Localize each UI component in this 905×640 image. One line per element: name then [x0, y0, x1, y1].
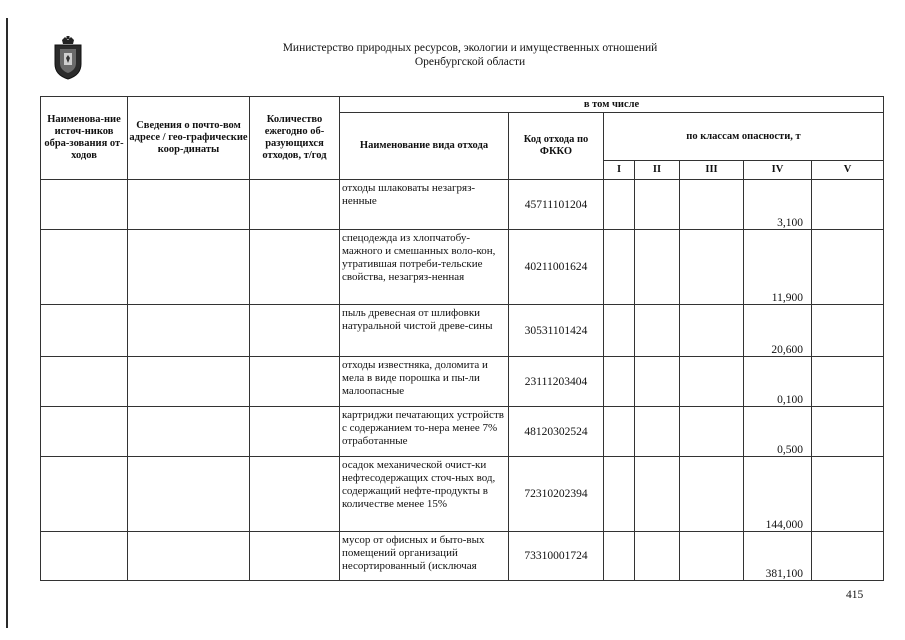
header-hazard-classes: по классам опасности, т: [604, 113, 884, 161]
cell-class-ii: [635, 357, 680, 407]
cell-class-iii: [680, 230, 744, 305]
header-class-ii: II: [635, 161, 680, 180]
cell-address: [128, 407, 250, 457]
cell-waste-name: отходы шлаковаты незагряз-ненные: [340, 180, 509, 230]
table-row: [41, 457, 884, 532]
cell-source: [41, 230, 128, 305]
cell-source: [41, 305, 128, 357]
cell-class-iv: 0,500: [744, 407, 812, 457]
cell-fkko-code: 23111203404: [509, 357, 604, 407]
cell-class-i: [604, 230, 635, 305]
table-row: [41, 230, 884, 305]
cell-address: [128, 532, 250, 581]
header-address: Сведения о почто-вом адресе / гео-графические коор-динаты: [128, 97, 250, 180]
cell-class-iv: 20,600: [744, 305, 812, 357]
cell-fkko-code: 40211001624: [509, 230, 604, 305]
cell-address: [128, 180, 250, 230]
cell-class-i: [604, 357, 635, 407]
cell-class-i: [604, 407, 635, 457]
cell-fkko-code: 72310202394: [509, 457, 604, 532]
table-row: [41, 407, 884, 457]
cell-address: [128, 305, 250, 357]
cell-source: [41, 407, 128, 457]
cell-waste-name: осадок механической очист-ки нефтесодержащих сточ-ных вод, содержащий нефте-продукты в количестве менее 15%: [340, 457, 509, 532]
cell-fkko-code: 45711101204: [509, 180, 604, 230]
header-quantity: Количество ежегодно об-разующихся отходов, т/год: [250, 97, 340, 180]
cell-class-iv: 3,100: [744, 180, 812, 230]
table-row: [41, 532, 884, 581]
cell-class-iii: [680, 305, 744, 357]
cell-fkko-code: 48120302524: [509, 407, 604, 457]
cell-waste-name: пыль древесная от шлифовки натуральной чистой древе-сины: [340, 305, 509, 357]
cell-waste-name: мусор от офисных и быто-вых помещений организаций несортированный (исключая: [340, 532, 509, 581]
header-source-name: Наименова-ние источ-ников обра-зования от-ходов: [41, 97, 128, 180]
ministry-header: [120, 41, 820, 69]
cell-class-iv: 381,100: [744, 532, 812, 581]
ministry-header-line2: Оренбургской области: [414, 56, 526, 68]
cell-class-iv: 144,000: [744, 457, 812, 532]
waste-table: [40, 96, 884, 581]
cell-class-i: [604, 180, 635, 230]
cell-class-iii: [680, 457, 744, 532]
header-class-i: I: [604, 161, 635, 180]
page-edge-line: [6, 18, 8, 628]
cell-class-i: [604, 457, 635, 532]
cell-source: [41, 532, 128, 581]
cell-class-v: [812, 230, 884, 305]
cell-address: [128, 457, 250, 532]
cell-quantity: [250, 180, 340, 230]
header-class-iv: IV: [744, 161, 812, 180]
header-class-iii: III: [680, 161, 744, 180]
table-row: [41, 357, 884, 407]
cell-quantity: [250, 407, 340, 457]
cell-fkko-code: 73310001724: [509, 532, 604, 581]
cell-class-iii: [680, 532, 744, 581]
cell-class-ii: [635, 180, 680, 230]
cell-class-v: [812, 305, 884, 357]
page-number: 415: [846, 589, 864, 601]
cell-class-v: [812, 457, 884, 532]
cell-quantity: [250, 305, 340, 357]
header-waste-type: Наименование вида отхода: [340, 113, 509, 180]
cell-waste-name: картриджи печатающих устройств с содержанием то-нера менее 7% отработанные: [340, 407, 509, 457]
cell-class-iv: 0,100: [744, 357, 812, 407]
cell-class-ii: [635, 230, 680, 305]
cell-address: [128, 230, 250, 305]
cell-source: [41, 357, 128, 407]
cell-class-v: [812, 532, 884, 581]
cell-class-v: [812, 180, 884, 230]
cell-quantity: [250, 532, 340, 581]
cell-quantity: [250, 357, 340, 407]
cell-waste-name: спецодежда из хлопчатобу-мажного и смешанных воло-кон, утратившая потреби-тельские свойства, незагряз-ненная: [340, 230, 509, 305]
table-row: [41, 305, 884, 357]
cell-class-iii: [680, 407, 744, 457]
header-fkko-code: Код отхода по ФККО: [509, 113, 604, 180]
cell-address: [128, 357, 250, 407]
cell-quantity: [250, 457, 340, 532]
cell-source: [41, 457, 128, 532]
cell-class-iv: 11,900: [744, 230, 812, 305]
cell-waste-name: отходы известняка, доломита и мела в виде порошка и пы-ли малоопасные: [340, 357, 509, 407]
cell-class-iii: [680, 357, 744, 407]
coat-of-arms-icon: [52, 36, 84, 80]
cell-fkko-code: 30531101424: [509, 305, 604, 357]
table-row: [41, 180, 884, 230]
cell-class-v: [812, 407, 884, 457]
cell-class-v: [812, 357, 884, 407]
cell-quantity: [250, 230, 340, 305]
cell-class-i: [604, 532, 635, 581]
cell-class-ii: [635, 457, 680, 532]
cell-class-ii: [635, 305, 680, 357]
cell-class-i: [604, 305, 635, 357]
header-including: в том числе: [340, 97, 884, 113]
cell-class-ii: [635, 407, 680, 457]
ministry-header-line1: Министерство природных ресурсов, экологии и имущественных отношений: [282, 42, 658, 54]
cell-class-iii: [680, 180, 744, 230]
cell-source: [41, 180, 128, 230]
cell-class-ii: [635, 532, 680, 581]
header-class-v: V: [812, 161, 884, 180]
